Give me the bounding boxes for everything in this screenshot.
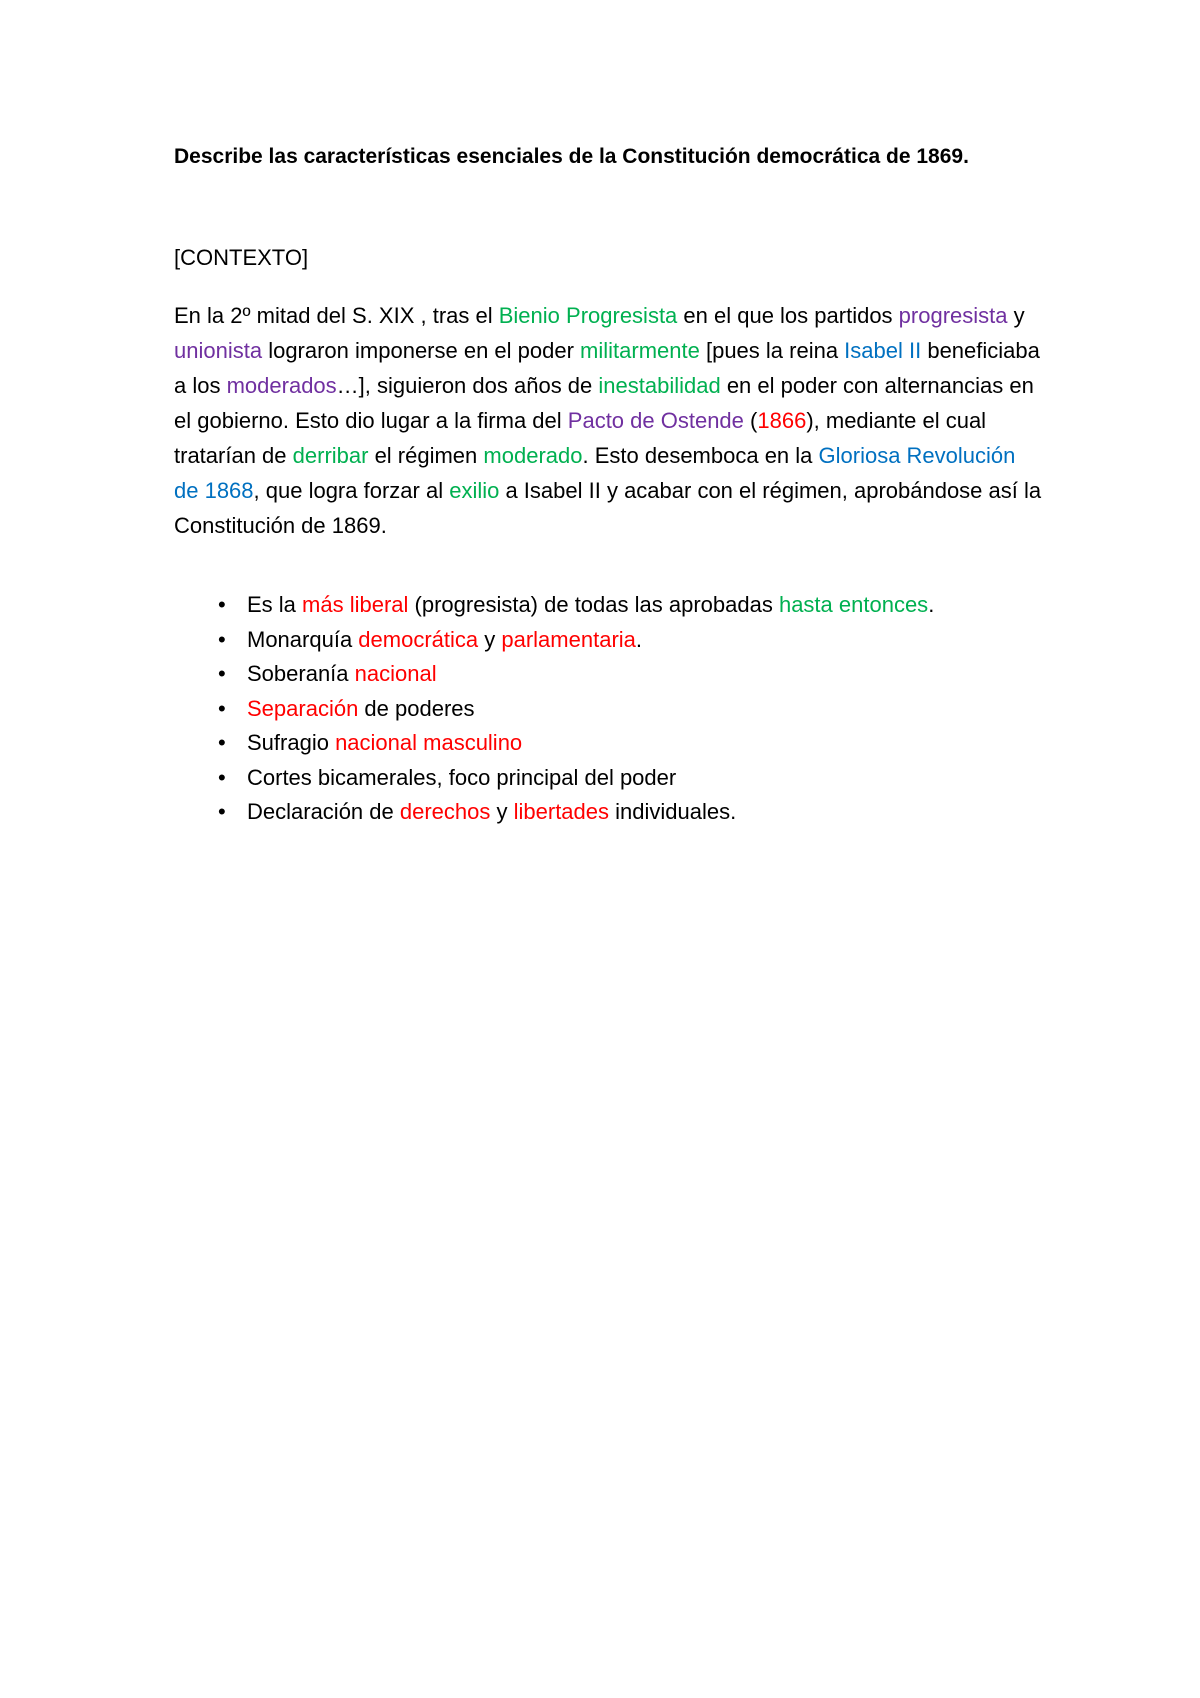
bullet-icon: • xyxy=(218,592,226,617)
list-item xyxy=(174,726,1044,761)
bullet-icon: • xyxy=(218,764,226,790)
paragraph-text-run: progresista xyxy=(898,303,1008,328)
context-paragraph xyxy=(174,298,1044,543)
list-item-text-run: nacional xyxy=(354,661,437,686)
list-item-text-run: . xyxy=(928,592,935,617)
list-item-text-run: . xyxy=(635,626,643,652)
paragraph-text-run: En la 2º mitad del S. XIX , tras el xyxy=(174,303,499,328)
paragraph-text-run: en el que los partidos xyxy=(677,303,899,328)
list-item-text-run: Monarquía xyxy=(247,626,359,652)
list-item-text-run: Soberanía xyxy=(247,661,355,686)
paragraph-text-run: ), mediante el cual tratarían de xyxy=(174,408,987,468)
paragraph-text-run: Isabel II xyxy=(844,338,922,363)
paragraph-text-run: moderado xyxy=(483,443,583,468)
list-item-text-run: libertades xyxy=(513,799,610,824)
context-label: [CONTEXTO] xyxy=(174,245,309,270)
list-item-text-run: Es la xyxy=(247,592,303,617)
paragraph-text-run: Bienio Progresista xyxy=(498,303,678,328)
bullet-icon: • xyxy=(218,695,226,721)
paragraph-text-run: exilio xyxy=(449,478,500,503)
paragraph-text-run: en el poder con alternancias en el gobierno. Esto dio lugar a la firma del xyxy=(174,373,1034,433)
list-item-text-run: Declaración de xyxy=(247,799,400,824)
list-item-text-run: democrática xyxy=(358,626,479,652)
paragraph-text-run: el régimen xyxy=(368,443,484,468)
list-item-text-run: (progresista) de todas las aprobadas xyxy=(408,592,779,617)
list-item-text-run: de poderes xyxy=(358,695,475,721)
paragraph-text-run: [pues la reina xyxy=(699,338,845,363)
paragraph-text-run: …], siguieron dos años de xyxy=(336,373,599,398)
paragraph-text-run: . Esto desemboca en la xyxy=(582,443,819,468)
bullet-icon: • xyxy=(218,661,226,686)
list-item xyxy=(174,623,1044,658)
list-item-text-run: Cortes bicamerales, foco principal del poder xyxy=(247,764,677,790)
bullet-icon: • xyxy=(218,626,226,652)
document-content xyxy=(174,143,1054,824)
paragraph-text-run: unionista xyxy=(174,338,263,363)
question-title: Describe las características esenciales de la Constitución democrática de 1869. xyxy=(174,145,969,168)
list-item-text-run: hasta entonces xyxy=(778,592,929,617)
list-item-text-run: Sufragio xyxy=(247,730,336,755)
list-item-text-run: y xyxy=(478,626,502,652)
bullet-icon: • xyxy=(218,799,226,824)
paragraph-text-run: derribar xyxy=(292,443,369,468)
bullet-icon: • xyxy=(218,730,226,755)
paragraph-text-run: Gloriosa Revolución de 1868 xyxy=(174,443,1016,503)
list-item xyxy=(174,692,1044,727)
paragraph-text-run: ( xyxy=(743,408,758,433)
paragraph-text-run: beneficiaba a los xyxy=(174,338,1040,398)
list-item-text-run: y xyxy=(490,799,514,824)
paragraph-text-run: inestabilidad xyxy=(598,373,721,398)
characteristics-list xyxy=(174,588,1044,830)
paragraph-text-run: lograron imponerse en el poder xyxy=(262,338,581,363)
paragraph-text-run: a Isabel II y acabar con el régimen, aprobándose así la Constitución de 1869. xyxy=(174,478,1042,538)
paragraph-text-run: 1866 xyxy=(757,408,807,433)
list-item xyxy=(174,657,1044,692)
paragraph-text-run: Pacto de Ostende xyxy=(567,408,744,433)
list-item-text-run: más liberal xyxy=(302,592,409,617)
list-item xyxy=(174,795,1044,830)
paragraph-text-run: moderados xyxy=(226,373,337,398)
paragraph-text-run: y xyxy=(1007,303,1025,328)
paragraph-text-run: , que logra forzar al xyxy=(253,478,450,503)
paragraph-text-run: militarmente xyxy=(580,338,700,363)
list-item-text-run: derechos xyxy=(399,799,491,824)
list-item xyxy=(174,588,1044,623)
list-item xyxy=(174,761,1044,796)
list-item-text-run: individuales. xyxy=(609,799,737,824)
list-item-text-run: parlamentaria xyxy=(501,626,636,652)
list-item-text-run: Separación xyxy=(247,695,359,721)
list-item-text-run: nacional masculino xyxy=(335,730,523,755)
